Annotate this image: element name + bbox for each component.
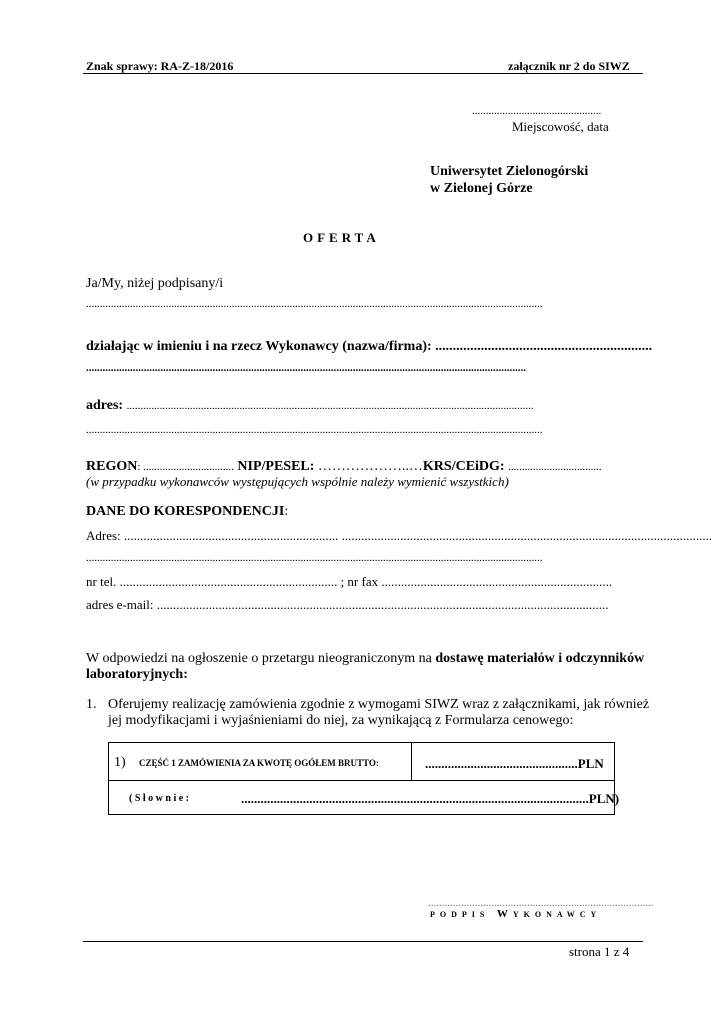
addressee-line2: w Zielonej Górze [430, 181, 533, 196]
price-row-label: CZĘŚĆ 1 ZAMÓWIENIA ZA KWOTĘ OGÓŁEM BRUTTO: [139, 758, 379, 768]
correspondence-heading-line [86, 504, 288, 520]
krs-dots: .................................. [508, 461, 602, 473]
correspondence-heading-suffix: : [284, 504, 289, 519]
ids-line [86, 459, 602, 475]
krs-label: KRS/CEiDG: [422, 459, 509, 474]
intro-subject: dostawę materiałów i odczynników [435, 651, 645, 666]
words-value: ...........................................................................................................PLN) [241, 791, 620, 806]
item1-number: 1. [86, 697, 97, 712]
contractor-dots-2: ................................................................................................................................................................ [86, 362, 526, 374]
correspondence-address: Adres: .................................................................. .................................................................................................................. [86, 528, 713, 543]
signature-dots: .................................................................................. [428, 897, 654, 909]
signed-dots: ...................................................................................................................................................................... [86, 298, 543, 310]
attachment-label: załącznik nr 2 do SIWZ [508, 59, 630, 73]
case-reference: Znak sprawy: RA-Z-18/2016 [86, 59, 234, 73]
price-table-row-divider [109, 780, 614, 781]
address-dots-2: ...................................................................................................................................................................... [86, 424, 543, 436]
regon-label: REGON [86, 459, 138, 474]
correspondence-line2: ...................................................................................................................................................................... [86, 552, 543, 564]
price-table [108, 742, 620, 815]
item1-line1: Oferujemy realizację zamówienia zgodnie z wymogami SIWZ wraz z załącznikami, jak również [108, 697, 650, 712]
page-number: strona 1 z 4 [569, 944, 630, 959]
intro-subject-cont: laboratoryjnych: [86, 667, 188, 682]
contractor-dots: .............................................................. [435, 339, 653, 354]
price-row-number: 1) [114, 755, 126, 770]
contractor-line [86, 339, 652, 355]
words-label: ( S ł o w n i e : [129, 793, 189, 804]
item1-line2: jej modyfikacjami i wyjaśnieniami do niej, za wynikającą z Formularza cenowego: [108, 713, 574, 728]
correspondence-heading: DANE DO KORESPONDENCJI [86, 504, 285, 519]
addressee-line1: Uniwersytet Zielonogórski [430, 164, 589, 179]
ids-note: (w przypadku wykonawców występujących wspólnie należy wymienić wszystkich) [86, 474, 509, 489]
address-line [86, 398, 534, 414]
nip-label: NIP/PESEL: [233, 459, 318, 474]
intro-line1 [86, 651, 644, 667]
email-line: adres e-mail: ........................................................................................................................................... [86, 597, 609, 612]
document-title: OFERTA [303, 230, 380, 245]
signature-label: podpis Wykonawcy [430, 908, 602, 920]
price-row-value: ...............................................PLN [425, 756, 604, 771]
intro-text: W odpowiedzi na ogłoszenie o przetargu nieograniczonym na [86, 651, 436, 666]
price-table-col-divider [411, 743, 412, 780]
place-date-dots: ............................................... [472, 105, 602, 117]
address-label: adres: [86, 398, 127, 413]
nip-dots: ………………..… [317, 459, 423, 474]
address-dots: .................................................................................................................................................... [126, 400, 534, 412]
signed-label: Ja/My, niżej podpisany/i [86, 276, 224, 291]
header-rule [83, 73, 643, 74]
phone-fax-line: nr tel. ................................................................... ; nr fax ....................................................................... [86, 574, 613, 589]
contractor-label: działając w imieniu i na rzecz Wykonawcy (nazwa/firma): [86, 339, 436, 354]
footer-rule [83, 941, 643, 942]
place-date-label: Miejscowość, data [512, 119, 609, 134]
regon-dots: : ................................. [137, 461, 234, 473]
